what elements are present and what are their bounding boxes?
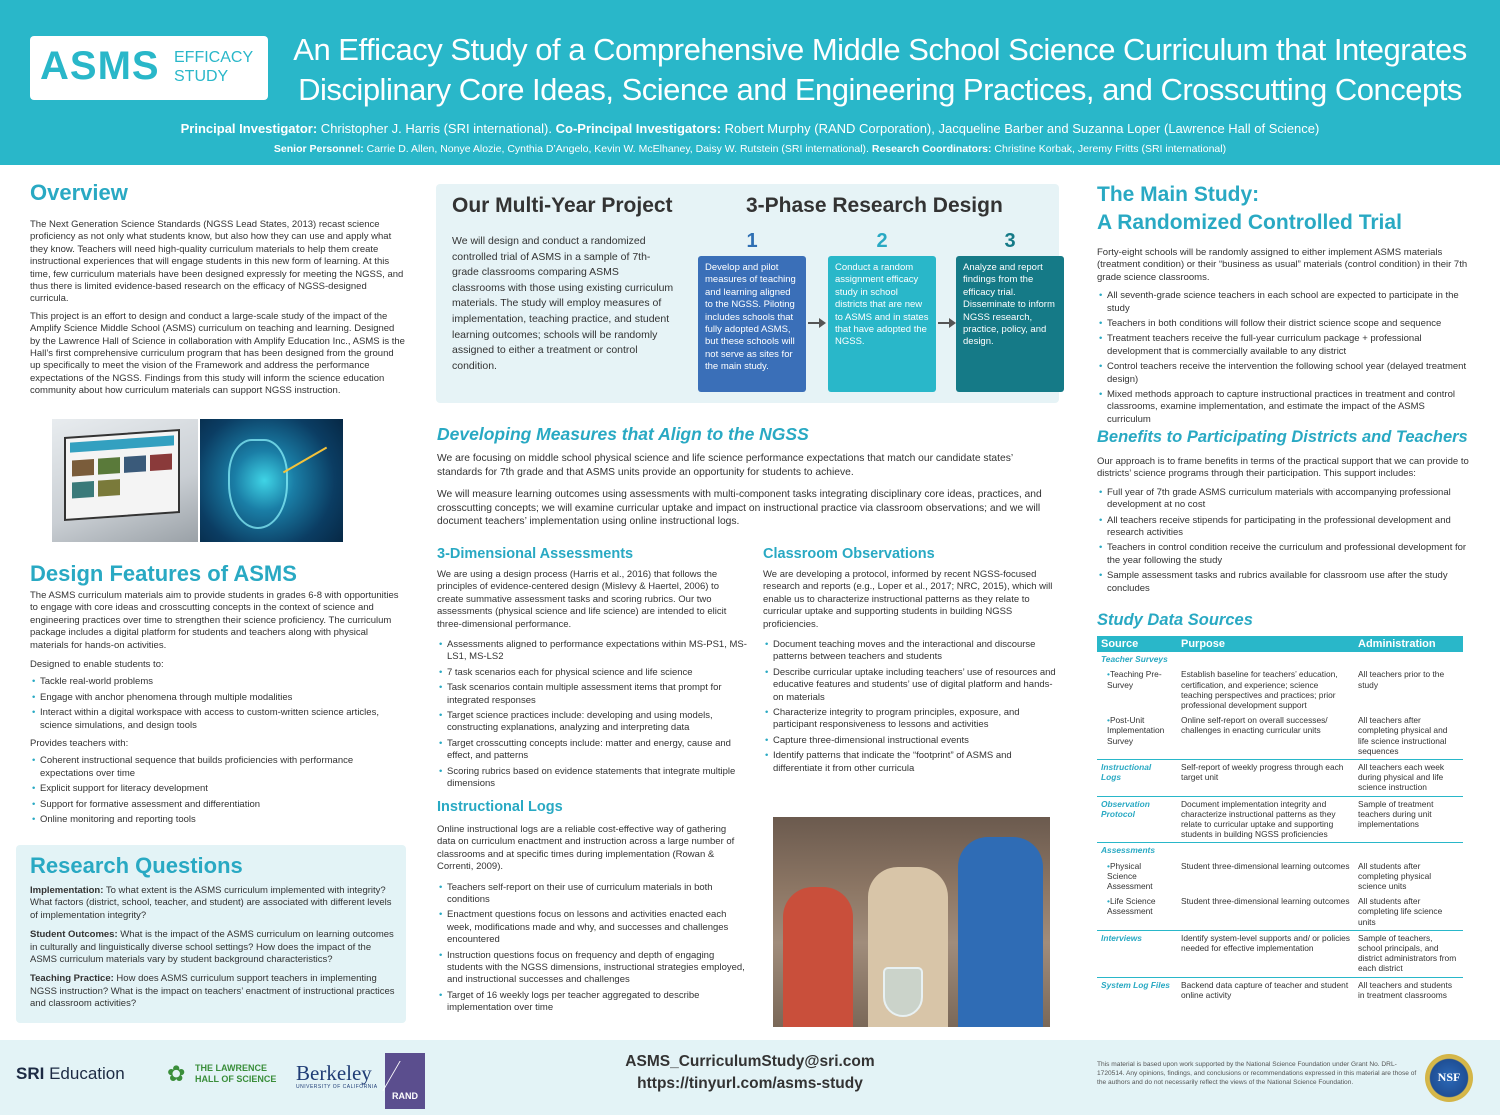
project-title: Our Multi-Year Project [452, 194, 673, 217]
observations-text [763, 569, 1061, 778]
observations-title: Classroom Observations [763, 546, 935, 562]
research-questions-box [16, 845, 406, 1023]
research-question [30, 885, 398, 922]
logo-main-text: ASMS [40, 44, 160, 88]
overview-paragraph-1: The Next Generation Science Standards (NGSS Lead States, 2013) recast science proficiency as not only what students know, but also how they can use and apply what they know. Teachers will need high-quality curriculum materials to help them create instructional experiences that will engage students in this new form of learning. At this time, few curriculum materials have been designed expressly for meeting the NGSS, and thus there is limited evidence-based research on the efficacy of NGSS-designed curricula. [30, 219, 404, 305]
question-label: Teaching Practice: [30, 973, 114, 985]
question-label: Implementation: [30, 885, 104, 896]
table-cell: Observation Protocol [1097, 796, 1177, 843]
measures-paragraph-2: We will measure learning outcomes using assessments with multi-component tasks integrating disciplinary core ideas, practices, and crosscutting concepts; we will examine curricular uptake and impact on instructional practice via classroom observations; and we will document teachers’ implementation using online instructional logs. [437, 489, 1042, 527]
table-cell: Backend data capture of teacher and student online activity [1177, 977, 1354, 1003]
simulation-arrow [283, 447, 327, 474]
list-item: • Full year of 7th grade ASMS curriculum materials with accompanying professional development at no cost [1097, 487, 1469, 512]
table-cell: Sample of treatment teachers during unit implementations [1354, 796, 1463, 843]
list-item: • Mixed methods approach to capture instructional practices in treatment and control classrooms, examine implementation, and estimate the impact of the ASMS curriculum [1097, 389, 1469, 426]
research-question [30, 929, 398, 966]
research-question [30, 973, 398, 1010]
table-row [1097, 760, 1463, 797]
list-item: • Control teachers receive the intervention the following school year (delayed treatment design) [1097, 361, 1469, 386]
rc-label: Research Coordinators: [871, 143, 992, 155]
tablet-tile [124, 455, 146, 473]
sri-logo-bold: SRI [16, 1064, 45, 1083]
list-item: • Online monitoring and reporting tools [30, 814, 405, 826]
list-item: • Capture three-dimensional instructional events [763, 735, 1061, 747]
overview-paragraph-2: This project is an effort to design and conduct a large-scale study of the impact of the Amplify Science Middle School (ASMS) curriculum on teaching and learning. Designed by the Lawrence Hall of Science in collaboration with Amplify Education Inc., ASMS is the Hall’s first comprehensive curriculum program that has been designed from the ground up specifically to meet the vision of the Framework and address the performance expectations of the NGSS. Findings from this study will inform the science education community about how curriculum materials can support NGSS instruction. [30, 310, 405, 397]
list-item: • Target crosscutting concepts include: matter and energy, cause and effect, and patterns [437, 738, 747, 763]
logo-sub-line-2: STUDY [174, 68, 229, 85]
design-title: Design Features of ASMS [30, 561, 297, 586]
main-study-intro: Forty-eight schools will be randomly assigned to either implement ASMS materials (treatment condition) or their “business as usual” materials (control condition) in their 7th grade science classrooms. [1097, 247, 1468, 283]
benefits-title: Benefits to Participating Districts and Teachers [1097, 428, 1468, 446]
tablet-screenshot-image [52, 419, 198, 542]
question-text: What is the impact of the ASMS curriculum on learning outcomes in culturally and linguistically diverse school settings? How does the impact of the ASMS curriculum materials vary by student background characteristics? [30, 929, 394, 966]
nsf-seal-icon [1425, 1054, 1473, 1102]
list-item: • Support for formative assessment and differentiation [30, 799, 405, 811]
main-study-title [1097, 181, 1477, 237]
table-header: Administration [1354, 636, 1463, 652]
table-cell: All teachers and students in treatment classrooms [1354, 977, 1463, 1003]
logs-intro: Online instructional logs are a reliable cost-effective way of gathering data on curriculum enactment and instruction across a large number of classrooms and at specific times during implementation (Rowan & Correnti, 2009). [437, 824, 735, 873]
table-cell: Identify system-level supports and/ or policies needed for effective implementation [1177, 930, 1354, 977]
measures-paragraph-1: We are focusing on middle school physical science and life science performance expectations that match our candidate states’ standards for 7th grade and that ASMS units provide an opportunity for students to achieve. [437, 453, 1013, 478]
title-line-1: An Efficacy Study of a Comprehensive Middle School Science Curriculum that Integrates [293, 32, 1467, 67]
list-item: • Scoring rubrics based on evidence statements that integrate multiple dimensions [437, 766, 747, 791]
list-item: • Engage with anchor phenomena through multiple modalities [30, 692, 405, 704]
observations-intro: We are developing a protocol, informed by recent NGSS-focused research and reports (e.g., Loper et al., 2017; NRC, 2015), which will enable us to characterize instructional patterns as they relate to curricular uptake and supporting students in building NGSS proficiencies. [763, 569, 1053, 630]
list-item: • Teachers in control condition receive the curriculum and professional development for the year following the study [1097, 542, 1469, 567]
tablet-tile [150, 454, 172, 472]
research-questions-title: Research Questions [30, 853, 243, 878]
phase-3-box: Analyze and report findings from the efficacy trial. Disseminate to inform NGSS research, practice, policy, and design. [956, 256, 1064, 392]
tablet-tile [98, 457, 120, 475]
rc-value: Christine Korbak, Jeremy Fritts (SRI international) [991, 143, 1227, 155]
table-cell: Online self-report on overall successes/ challenges in enacting curricular units [1181, 715, 1328, 736]
overview-text [30, 219, 405, 403]
list-item: • Instruction questions focus on frequency and depth of engaging students with the NGSS dimensions, instructional strategies employed, and instructional successes and challenges [437, 950, 747, 987]
pi-label: Principal Investigator: [180, 121, 318, 136]
arrow-right-icon [938, 318, 956, 328]
design-text [30, 590, 405, 830]
list-item: • Identify patterns that indicate the “footprint” of ASMS and differentiate it from other curricula [763, 750, 1061, 775]
table-cell: Self-report of weekly progress through each target unit [1177, 760, 1354, 797]
assessments-list [437, 639, 747, 790]
tablet-tile [98, 479, 120, 497]
table-row [1097, 713, 1463, 759]
table-row [1097, 859, 1463, 895]
list-item: • Describe curricular uptake including teachers’ use of resources and educative features and students’ use of digital platform and hands-on materials [763, 667, 1061, 704]
main-study-title-line-2: A Randomized Controlled Trial [1097, 211, 1402, 234]
sp-label: Senior Personnel: [273, 143, 364, 155]
table-cell: System Log Files [1097, 977, 1177, 1003]
main-study-text [1097, 247, 1469, 429]
benefits-text [1097, 456, 1469, 598]
tablet-tile [72, 459, 94, 477]
rand-logo-text: RAND [392, 1091, 418, 1101]
jellyfish-glow [228, 439, 288, 529]
phase-2-number: 2 [876, 230, 888, 252]
copi-label: Co-Principal Investigators: [555, 121, 722, 136]
title-line-2: Disciplinary Core Ideas, Science and Engineering Practices, and Crosscutting Concepts [298, 72, 1462, 107]
list-item: • Characterize integrity to program principles, exposure, and participant responsiveness to lessons and activities [763, 707, 1061, 732]
project-box [436, 184, 1059, 403]
table-category-row [1097, 652, 1463, 667]
table-cell: All students after completing life science units [1358, 896, 1443, 927]
question-label: Student Outcomes: [30, 929, 118, 941]
table-cell: Establish baseline for teachers’ education, certification, and experience; science teaching perspectives and practices; prior professional development support [1181, 669, 1338, 711]
table-cell: Student three-dimensional learning outcomes [1181, 896, 1350, 907]
berkeley-logo-sub: UNIVERSITY OF CALIFORNIA [296, 1084, 378, 1090]
table-cell: All teachers prior to the study [1358, 669, 1445, 690]
list-item: • Document teaching moves and the interactional and discourse patterns between teachers and students [763, 639, 1061, 664]
table-cell: • Post-Unit Implementation Survey [1097, 713, 1177, 759]
table-cell: Student three-dimensional learning outcomes [1181, 860, 1350, 871]
table-cell: • Life Science Assessment [1097, 894, 1177, 930]
table-cell: • Physical Science Assessment [1097, 859, 1177, 895]
table-header: Source [1097, 636, 1177, 652]
tablet-tile [72, 481, 94, 499]
phase-1-number: 1 [746, 230, 758, 252]
question-text: To what extent is the ASMS curriculum implemented with integrity? What factors (district, school, teacher, and student) are associated with different levels of implementation integrity? [30, 885, 392, 921]
list-item: • Assessments aligned to performance expectations within MS-PS1, MS-LS1, MS-LS2 [437, 639, 747, 664]
classroom-photo [773, 817, 1050, 1027]
list-item: • Treatment teachers receive the full-year curriculum package + professional development that is commercially available to any district [1097, 333, 1469, 358]
design-students-label: Designed to enable students to: [30, 659, 164, 671]
jellyfish-simulation-image [200, 419, 343, 542]
table-cell: Sample of teachers, school principals, and district administrators from each district [1354, 930, 1463, 977]
pi-value: Christopher J. Harris (SRI international). [317, 121, 556, 136]
table-row [1097, 930, 1463, 977]
list-item: • Interact within a digital workspace with access to custom-written science articles, science simulations, and design tools [30, 707, 405, 732]
design-students-list [30, 676, 405, 732]
main-study-list [1097, 290, 1469, 426]
benefits-list [1097, 487, 1469, 595]
lhs-line-2: HALL OF SCIENCE [195, 1074, 277, 1084]
table-row [1097, 977, 1463, 1003]
tablet-screen-bar [70, 435, 174, 452]
sri-logo-rest: Education [44, 1064, 125, 1083]
table-cell: All teachers after completing physical and life science instructional sequences [1358, 715, 1448, 756]
phase-design-title: 3-Phase Research Design [746, 194, 1003, 217]
contact-email[interactable]: ASMS_CurriculumStudy@sri.com [625, 1053, 875, 1070]
list-item: • Teachers in both conditions will follow their district science scope and sequence [1097, 318, 1469, 330]
investigators-line [0, 121, 1500, 136]
poster-title [290, 30, 1470, 110]
logs-title: Instructional Logs [437, 799, 563, 815]
design-teachers-list [30, 755, 405, 826]
list-item: • Target science practices include: developing and using models, constructing explanations, analyzing and interpreting data [437, 710, 747, 735]
table-row [1097, 894, 1463, 930]
list-item: • All teachers receive stipends for participating in the professional development and research activities [1097, 515, 1469, 540]
personnel-line [0, 143, 1500, 155]
arrow-right-icon [808, 318, 826, 328]
logs-text [437, 824, 747, 1018]
list-item: • Tackle real-world problems [30, 676, 405, 688]
table-category-row [1097, 843, 1463, 859]
table-row [1097, 667, 1463, 713]
phase-2-box: Conduct a random assignment efficacy study in school districts that are new to ASMS and in states that have adopted the NGSS. [828, 256, 936, 392]
copi-value: Robert Murphy (RAND Corporation), Jacqueline Barber and Suzanna Loper (Lawrence Hall of Science) [721, 121, 1320, 136]
list-item: • Enactment questions focus on lessons and activities enacted each week, modifications made and why, and successes and challenges encountered [437, 909, 747, 946]
lhs-line-1: THE LAWRENCE [195, 1063, 267, 1073]
nsf-seal-text: NSF [1437, 1070, 1461, 1084]
table-category: Assessments [1097, 843, 1463, 859]
observations-list [763, 639, 1061, 775]
table-cell: All teachers each week during physical and life science instruction [1354, 760, 1463, 797]
design-intro: The ASMS curriculum materials aim to provide students in grades 6-8 with opportunities to engage with core ideas and crosscutting concepts in the context of science and engineering practices over time to strengthen their science proficiency. The curriculum package includes a digital platform for students and teachers along with physical materials for hands-on activities. [30, 590, 399, 651]
list-item: • Coherent instructional sequence that builds proficiencies with performance expectations over time [30, 755, 405, 780]
list-item: • Target of 16 weekly logs per teacher aggregated to describe implementation over time [437, 990, 747, 1015]
nsf-disclaimer: This material is based upon work supported by the National Science Foundation under Grant No. DRL-1720514. Any opinions, findings, and conclusions or recommendations expressed in this material are those of the authors and do not necessarily reflect the views of the National Science Foundation. [1097, 1061, 1417, 1086]
benefits-intro: Our approach is to frame benefits in terms of the practical support that we can provide to districts’ science programs through their participation. This support includes: [1097, 456, 1469, 480]
berkeley-logo: Berkeley [296, 1061, 372, 1085]
table-cell: Document implementation integrity and characterize instructional patterns as they relate to curricular uptake and supporting students in building NGSS proficiencies [1177, 796, 1354, 843]
table-cell: Interviews [1097, 930, 1177, 977]
research-questions-text [30, 885, 398, 1018]
table-cell: Instructional Logs [1097, 760, 1177, 797]
assessments-intro: We are using a design process (Harris et al., 2016) that follows the principles of evidence-centered design (Mislevy & Haertel, 2006) to create summative assessment tasks and scoring rubrics. Our two assessments (physical science and life science) are intended to elicit three-dimensional performance. [437, 569, 727, 630]
table-header-row [1097, 636, 1463, 652]
list-item: • Teachers self-report on their use of curriculum materials in both conditions [437, 882, 747, 907]
table-cell: All students after completing physical science units [1358, 860, 1432, 892]
list-item: • Explicit support for literacy development [30, 783, 405, 795]
data-sources-table [1097, 636, 1463, 1003]
table-row [1097, 796, 1463, 843]
logo-sub-text [174, 48, 264, 86]
flask-icon [883, 967, 923, 1017]
design-teachers-label: Provides teachers with: [30, 738, 129, 750]
assessments-title: 3-Dimensional Assessments [437, 546, 634, 562]
logs-list [437, 882, 747, 1015]
tablet-screen [64, 429, 180, 521]
overview-title: Overview [30, 180, 128, 205]
teacher-figure [958, 837, 1043, 1027]
list-item: • 7 task scenarios each for physical science and life science [437, 667, 747, 679]
list-item: • Sample assessment tasks and rubrics available for classroom use after the study concludes [1097, 570, 1469, 595]
project-text: We will design and conduct a randomized controlled trial of ASMS in a sample of 7th-grade classrooms comparing ASMS classrooms with those using existing curriculum materials. The study will employ measures of implementation, teaching practice, and student learning outcomes; schools will be randomly assigned to either a treatment or control condition. [452, 235, 674, 372]
logo-sub-line-1: EFFICACY [174, 49, 254, 66]
poster-footer [0, 1040, 1500, 1115]
measures-text [437, 452, 1055, 538]
main-study-title-line-1: The Main Study: [1097, 183, 1260, 206]
student-figure [783, 887, 853, 1027]
list-item: • Task scenarios contain multiple assessment items that prompt for integrated responses [437, 682, 747, 707]
phase-3-number: 3 [1004, 230, 1016, 252]
list-item: • All seventh-grade science teachers in each school are expected to participate in the study [1097, 290, 1469, 315]
table-cell: • Teaching Pre-Survey [1097, 667, 1177, 713]
question-text: How does ASMS curriculum support teachers in implementing NGSS instruction? What is the impact on teachers’ enactment of instructional practices and classroom activities? [30, 973, 395, 1010]
sp-value: Carrie D. Allen, Nonye Alozie, Cynthia D’Angelo, Kevin W. McElhaney, Daisy W. Rutstein (SRI international). [363, 143, 872, 155]
sources-title: Study Data Sources [1097, 611, 1253, 629]
table-category: Teacher Surveys [1101, 654, 1168, 665]
phase-1-box: Develop and pilot measures of teaching and learning aligned to the NGSS. Piloting includes schools that fully adopted ASMS, but these schools will not serve as sites for the main study. [698, 256, 806, 392]
table-header: Purpose [1177, 636, 1354, 652]
asms-logo [30, 36, 268, 100]
measures-title: Developing Measures that Align to the NGSS [437, 424, 809, 444]
assessments-text [437, 569, 747, 794]
lawrence-hall-icon: ✿ [167, 1061, 186, 1086]
study-url[interactable]: https://tinyurl.com/asms-study [637, 1075, 863, 1092]
poster-header [0, 0, 1500, 165]
